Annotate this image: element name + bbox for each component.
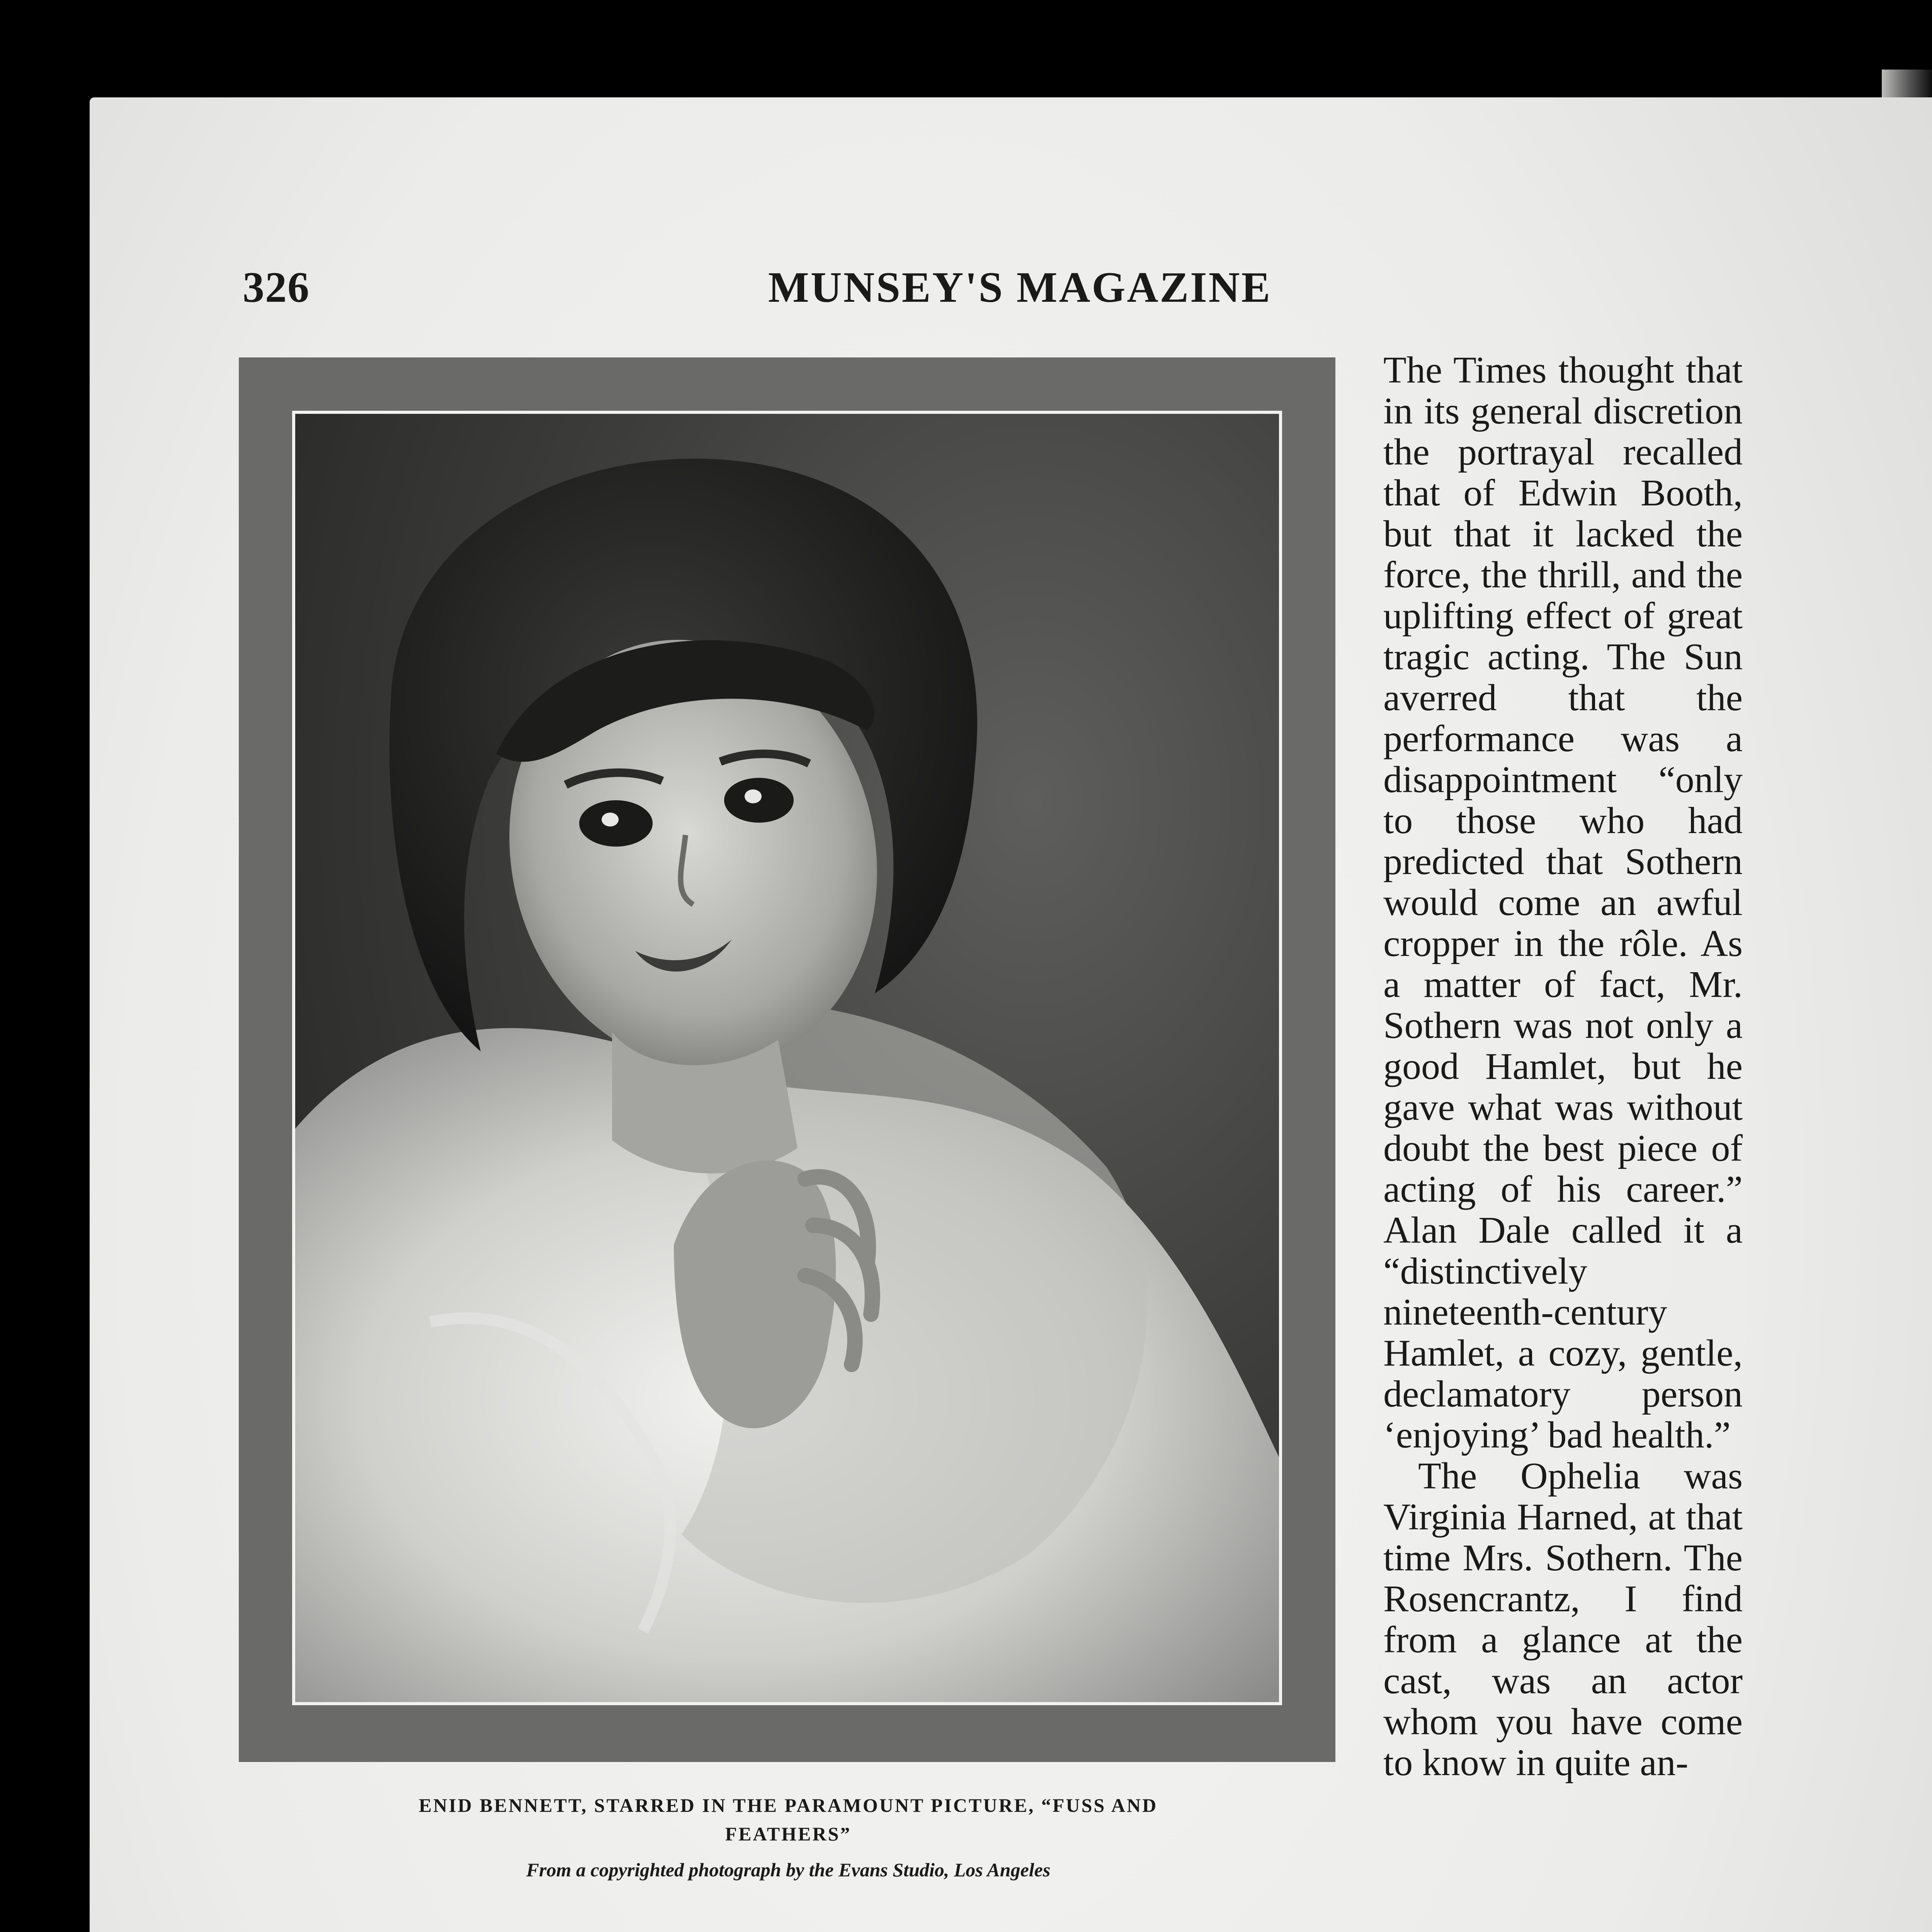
page-number: 326	[243, 264, 310, 311]
right-column-top	[1383, 350, 1743, 1783]
paragraph: The Ophelia was Virginia Harned, at that time Mrs. Sothern. The Rosencrantz, I find from a glance at the cast, was an actor whom you have come to know in quite an-	[1383, 1455, 1743, 1784]
photo-caption	[247, 1791, 1329, 1848]
photo-credit: From a copyrighted photograph by the Evans Studio, Los Angeles	[526, 1859, 1051, 1881]
caption-line-1: ENID BENNETT, STARRED IN THE PARAMOUNT PICTURE, “FUSS AND	[418, 1794, 1158, 1816]
portrait-photo	[292, 411, 1282, 1705]
photo-frame	[239, 357, 1335, 1762]
paragraph: The Times thought that in its general discretion the portrayal recalled that of Edwin Booth, but that it lacked the force, the thrill, and the uplifting effect of great tragic acting. The Sun averred that the performance was a disappointment “only to those who had predicted that Sothern would come an awful cropper in the rôle. As a matter of fact, Mr. Sothern was not only a good Hamlet, but he gave what was without doubt the best piece of acting of his career.” Alan Dale called it a “distinctively nineteenth-century Hamlet, a cozy, gentle, declamatory person ‘enjoying’ bad health.”	[1383, 349, 1743, 1456]
caption-line-2: FEATHERS”	[725, 1823, 852, 1845]
portrait-image	[295, 414, 1279, 1702]
running-head: MUNSEY'S MAGAZINE	[768, 264, 1272, 311]
page-header	[243, 263, 1764, 317]
